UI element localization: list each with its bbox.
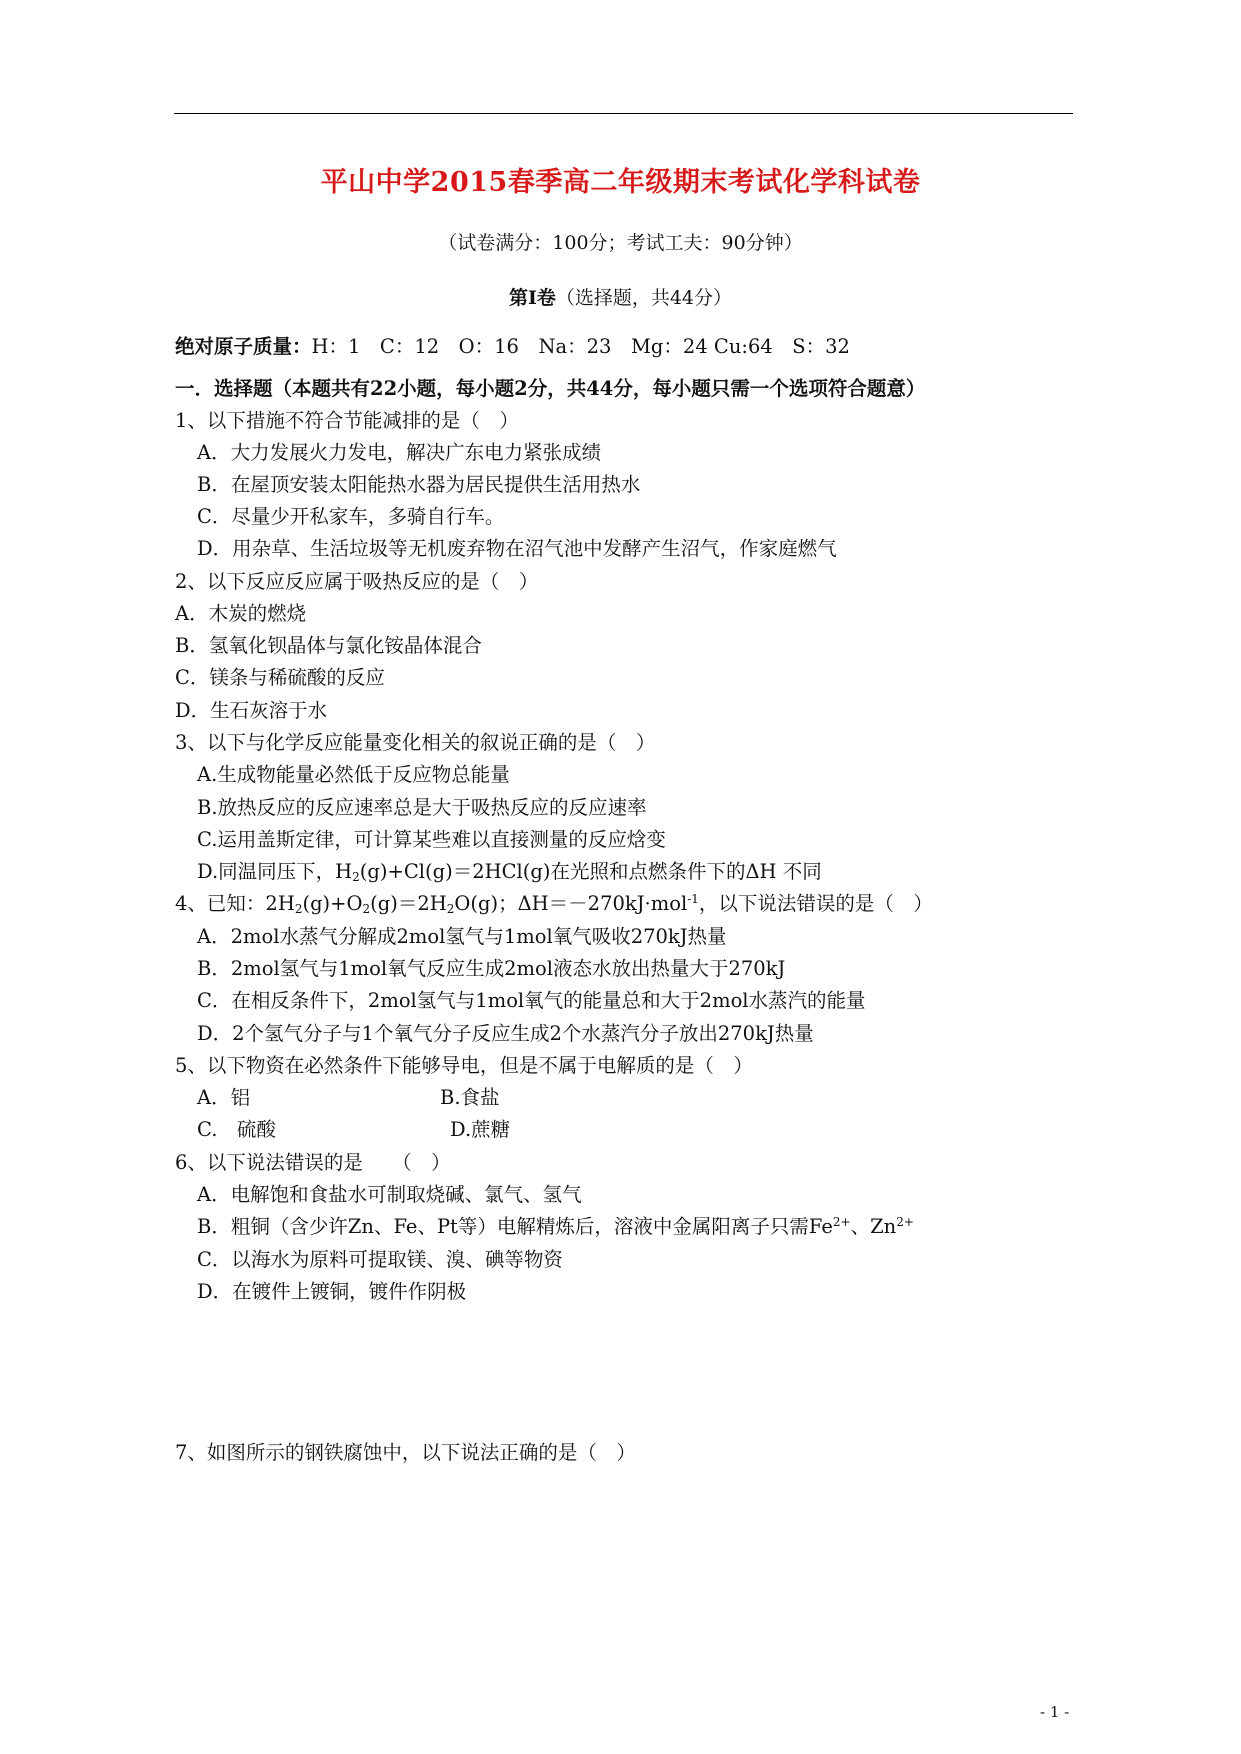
q4-stem (175, 891, 933, 917)
q4-stem-text-3: (g)＝2H (370, 892, 447, 915)
q2-option-a: A．木炭的燃烧 (175, 602, 307, 625)
section-heading-bold: 第Ⅰ卷 (508, 287, 556, 309)
atomic-mass-line (175, 334, 850, 360)
q5-option-a: A．铝 (197, 1086, 251, 1109)
page-number: - 1 - (1040, 1703, 1070, 1721)
q4-option-c: C．在相反条件下，2mol氢气与1mol氧气的能量总和大于2mol水蒸汽的能量 (197, 989, 866, 1012)
q1-option-b: B．在屋顶安装太阳能热水器为居民提供生活用热水 (197, 473, 641, 496)
q6-option-d: D．在镀件上镀铜，镀件作阴极 (197, 1280, 467, 1303)
q1-option-d: D．用杂草、生活垃圾等无机废弃物在沼气池中发酵产生沼气，作家庭燃气 (197, 537, 837, 560)
q1-option-c: C．尽量少开私家车，多骑自行车。 (197, 505, 505, 528)
q2-option-d: D．生石灰溶于水 (175, 699, 328, 722)
q5-option-b: B.食盐 (440, 1086, 500, 1109)
q5-option-c: C. 硫酸 (197, 1118, 276, 1141)
q5-stem: 5、以下物资在必然条件下能够导电，但是不属于电解质的是（ ） (175, 1054, 753, 1077)
section-heading (0, 283, 1241, 310)
q6-b-superscript-2: 2+ (896, 1215, 914, 1229)
q1-stem: 1、以下措施不符合节能减排的是（ ） (175, 409, 519, 432)
q4-stem-superscript: -1 (687, 892, 699, 906)
q6-b-superscript-1: 2+ (832, 1215, 851, 1229)
q6-option-c: C．以海水为原料可提取镁、溴、碘等物资 (197, 1248, 563, 1271)
q4-option-d: D．2个氢气分子与1个氧气分子反应生成2个水蒸汽分子放出270kJ热量 (197, 1022, 814, 1045)
q3-d-text-2: (g)+Cl(g)＝2HCl(g)在光照和点燃条件下的ΔH 不同 (359, 860, 822, 883)
q6-stem: 6、以下说法错误的是 （ ） (175, 1151, 451, 1174)
exam-title: 平山中学2015春季高二年级期末考试化学科试卷 (320, 167, 921, 198)
q2-stem: 2、以下反应反应属于吸热反应的是（ ） (175, 570, 539, 593)
q1-option-a: A．大力发展火力发电，解决广东电力紧张成绩 (197, 441, 602, 464)
q6-b-text-1: B．粗铜（含少许Zn、Fe、Pt等）电解精炼后，溶液中金属阳离子只需Fe (197, 1215, 833, 1238)
q6-option-a: A．电解饱和食盐水可制取烧碱、氯气、氢气 (197, 1183, 582, 1206)
q3-option-b: B.放热反应的反应速率总是大于吸热反应的反应速率 (197, 796, 647, 819)
q3-option-a: A.生成物能量必然低于反应物总能量 (197, 763, 510, 786)
header-rule (174, 113, 1073, 114)
q4-stem-text-1: 4、已知：2H (175, 892, 295, 915)
q3-d-text-1: D.同温同压下，H (197, 860, 353, 883)
q3-option-d (197, 859, 822, 885)
part-one-heading: 一．选择题（本题共有22小题，每小题2分，共44分，每小题只需一个选项符合题意） (175, 377, 926, 400)
q5-option-d: D.蔗糖 (450, 1118, 511, 1141)
q4-stem-text-2: (g)+O (302, 892, 363, 915)
exam-subtitle: （试卷满分：100分；考试工夫：90分钟） (438, 232, 803, 254)
q4-stem-text-4: O(g)；ΔH＝－270kJ·mol (454, 892, 688, 915)
q2-option-c: C．镁条与稀硫酸的反应 (175, 666, 385, 689)
atomic-mass-values: H：1 C：12 O：16 Na：23 Mg：24 Cu:64 S：32 (311, 335, 850, 358)
section-heading-rest: （选择题，共44分） (555, 287, 733, 309)
q4-stem-text-5: ，以下说法错误的是（ ） (698, 892, 933, 915)
q4-option-b: B．2mol氢气与1mol氧气反应生成2mol液态水放出热量大于270kJ (197, 957, 786, 980)
q2-option-b: B．氢氧化钡晶体与氯化铵晶体混合 (175, 634, 482, 657)
q4-stem-sub-3: 2 (446, 902, 455, 916)
q3-option-c: C.运用盖斯定律，可计算某些难以直接测量的反应焓变 (197, 828, 666, 851)
q4-option-a: A．2mol水蒸气分解成2mol氢气与1mol氧气吸收270kJ热量 (197, 925, 727, 948)
q4-stem-sub-1: 2 (294, 902, 303, 916)
q6-option-b (197, 1214, 914, 1240)
q3-d-subscript: 2 (352, 870, 360, 884)
q3-stem: 3、以下与化学反应能量变化相关的叙说正确的是（ ） (175, 731, 656, 754)
atomic-mass-label: 绝对原子质量： (175, 335, 312, 358)
q6-b-text-2: 、Zn (850, 1215, 897, 1238)
q4-stem-sub-2: 2 (362, 902, 371, 916)
q7-stem: 7、如图所示的钢铁腐蚀中，以下说法正确的是（ ） (175, 1441, 636, 1464)
